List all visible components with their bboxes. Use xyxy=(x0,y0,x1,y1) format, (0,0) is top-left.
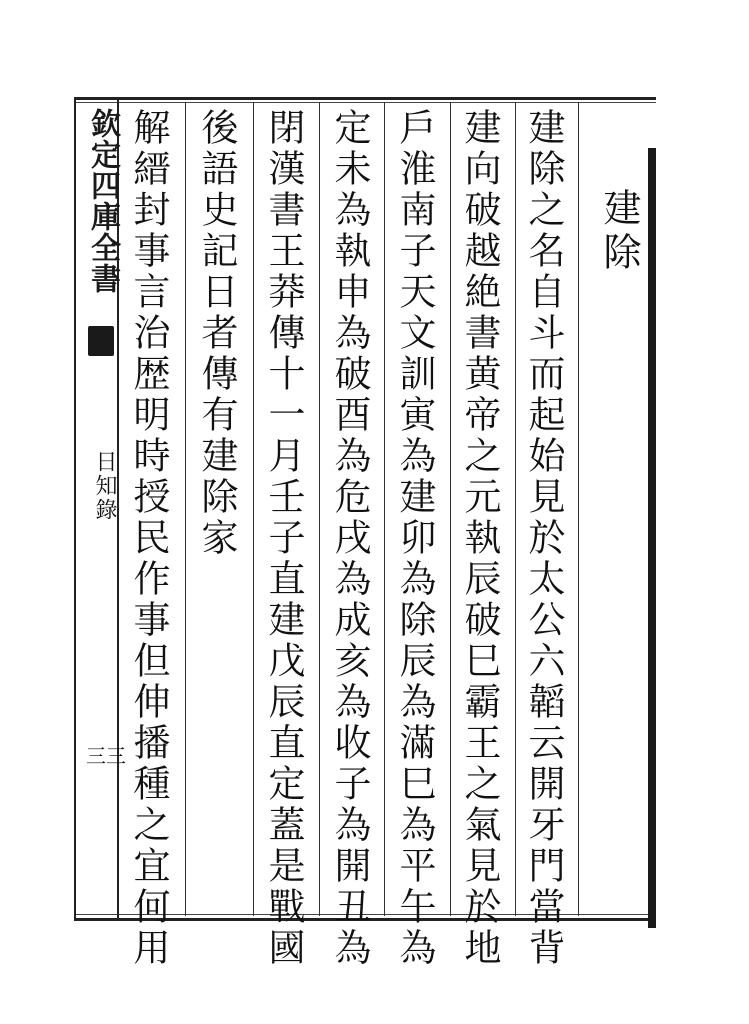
text-column-1: 建除之名自斗而起始見於太公六韜云開牙門當背 xyxy=(522,108,565,969)
column-rule xyxy=(450,102,451,916)
fish-tail-mark xyxy=(88,326,114,356)
frame-top-inner-line xyxy=(74,102,656,103)
column-rule xyxy=(185,102,186,916)
text-column-5: 閉漢書王莽傳十一月壬子直建戊辰直定蓋是戰國 xyxy=(262,108,305,969)
text-column-3: 戶淮南子天文訓寅為建卯為除辰為滿巳為平午為 xyxy=(393,108,436,969)
frame-top-line xyxy=(74,97,656,100)
section-heading: 建除 xyxy=(597,188,641,276)
text-column-2: 建向破越絶書黄帝之元執辰破巳霸王之氣見於地 xyxy=(458,108,501,969)
text-column-6: 後語史記日者傳有建除家 xyxy=(195,108,238,559)
column-rule xyxy=(319,102,320,916)
column-rule xyxy=(384,102,385,916)
collection-title: 欽定四庫全書 xyxy=(85,108,120,294)
column-rule xyxy=(253,102,254,916)
text-column-4: 定未為執申為破酉為危戌為成亥為收子為開丑為 xyxy=(328,108,371,969)
page-number: 三三 xyxy=(86,744,126,768)
column-rule xyxy=(515,102,516,916)
book-title: 日知錄 xyxy=(92,450,117,522)
column-rule xyxy=(578,102,579,916)
frame-left-line xyxy=(74,97,76,921)
frame-right-border xyxy=(648,148,656,928)
text-column-7: 解縉封事言治歴明時授民作事但伸播種之宜何用 xyxy=(127,108,170,969)
